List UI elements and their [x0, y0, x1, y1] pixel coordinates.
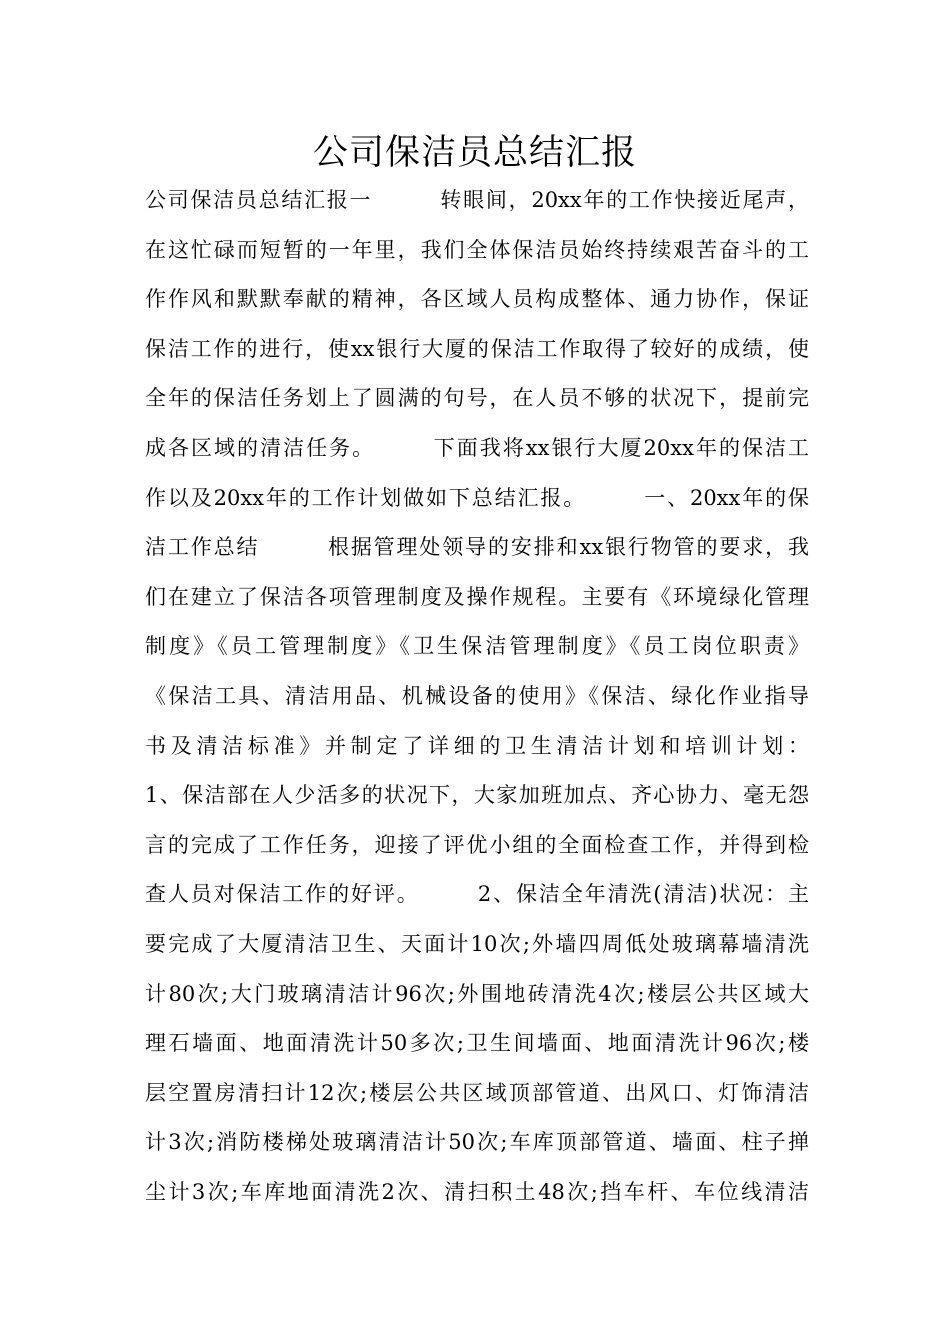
body-line: 1、保洁部在人少活多的状况下，大家加班加点、齐心协力、毫无怨 — [145, 783, 809, 808]
body-line: 作以及20xx年的工作计划做如下总结汇报。 一、20xx年的保 — [145, 485, 809, 510]
body-line: 尘计3次;车库地面清洗2次、清扫积土48次;挡车杆、车位线清洁 — [145, 1179, 809, 1204]
body-line: 《保洁工具、清洁用品、机械设备的使用》《保洁、绿化作业指导 — [145, 683, 809, 708]
body-line: 计80次;大门玻璃清洁计96次;外围地砖清洗4次;楼层公共区域大 — [145, 981, 809, 1006]
body-line: 理石墙面、地面清洗计50多次;卫生间墙面、地面清洗计96次;楼 — [145, 1031, 809, 1056]
body-line: 成各区域的清洁任务。 下面我将xx银行大厦20xx年的保洁工 — [145, 435, 809, 460]
body-line: 计3次;消防楼梯处玻璃清洁计50次;车库顶部管道、墙面、柱子掸 — [145, 1130, 809, 1155]
body-line: 们在建立了保洁各项管理制度及操作规程。主要有《环境绿化管理 — [145, 584, 809, 609]
body-line: 作作风和默默奉献的精神，各区域人员构成整体、通力协作，保证 — [145, 287, 809, 312]
body-line: 在这忙碌而短暂的一年里，我们全体保洁员始终持续艰苦奋斗的工 — [145, 237, 809, 262]
body-line: 言的完成了工作任务，迎接了评优小组的全面检查工作，并得到检 — [145, 832, 809, 857]
body-line: 层空置房清扫计12次;楼层公共区域顶部管道、出风口、灯饰清洁 — [145, 1080, 809, 1105]
body-line: 洁工作总结 根据管理处领导的安排和xx银行物管的要求，我 — [145, 535, 809, 560]
body-line: 要完成了大厦清洁卫生、天面计10次;外墙四周低处玻璃幕墙清洗 — [145, 931, 809, 956]
document-title: 公司保洁员总结汇报 — [312, 133, 637, 173]
body-line: 查人员对保洁工作的好评。 2、保洁全年清洗(清洁)状况：主 — [145, 882, 809, 907]
document-body — [145, 176, 809, 1217]
body-line: 保洁工作的进行，使xx银行大厦的保洁工作取得了较好的成绩，使 — [145, 336, 809, 361]
body-line: 书及清洁标准》并制定了详细的卫生清洁计划和培训计划： — [145, 733, 809, 758]
body-line: 公司保洁员总结汇报一 转眼间，20xx年的工作快接近尾声， — [145, 188, 809, 212]
body-line: 全年的保洁任务划上了圆满的句号，在人员不够的状况下，提前完 — [145, 386, 809, 411]
body-line: 制度》《员工管理制度》《卫生保洁管理制度》《员工岗位职责》 — [145, 634, 809, 659]
